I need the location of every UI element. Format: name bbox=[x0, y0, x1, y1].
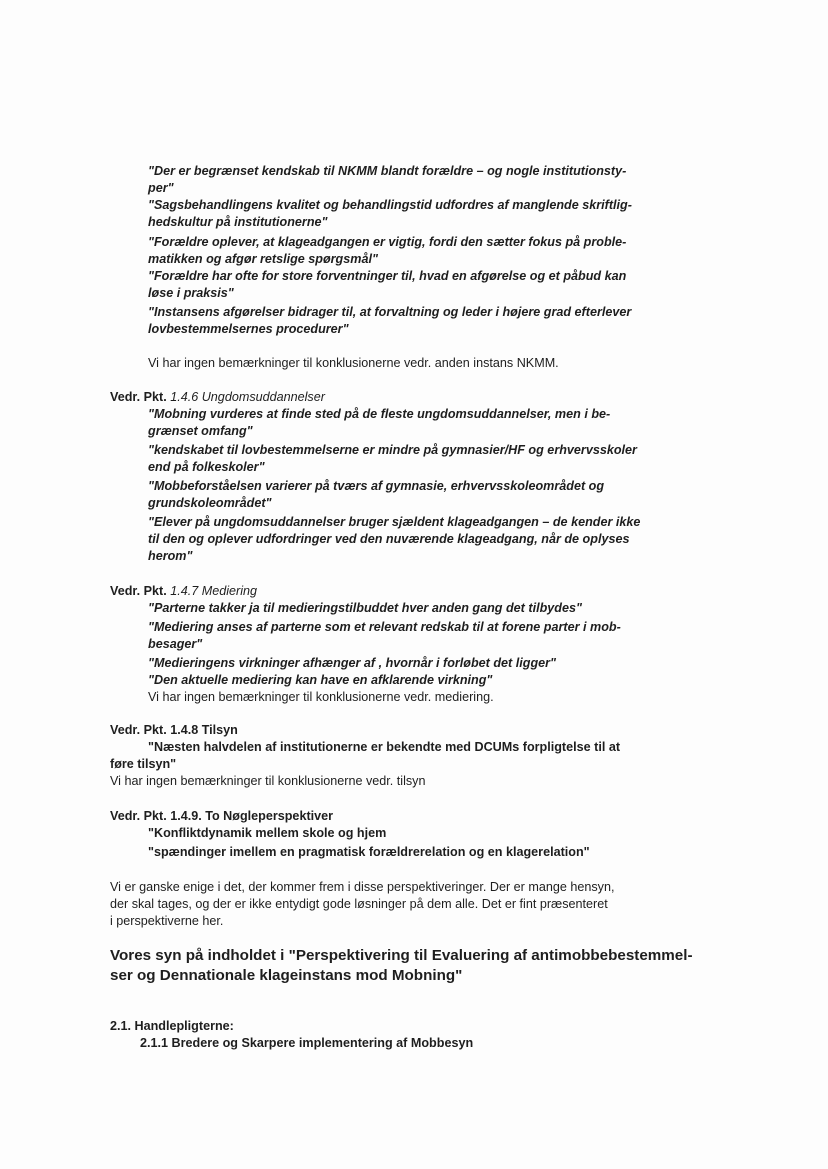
nkmm-remark: Vi har ingen bemærkninger til konklusionerne vedr. anden instans NKMM. bbox=[148, 356, 559, 370]
quote-line: "Mobbeforståelsen varierer på tværs af gymnasie, erhvervsskoleområdet og bbox=[148, 479, 605, 493]
handlepligter-heading: 2.1. Handlepligterne: bbox=[110, 1019, 234, 1033]
quote-line: per" bbox=[148, 181, 174, 195]
quote-line: føre tilsyn" bbox=[110, 757, 177, 771]
quote-line: "Konfliktdynamik mellem skole og hjem bbox=[148, 826, 387, 840]
quote-line: "Medieringens virkninger afhænger af , hvornår i forløbet det ligger" bbox=[148, 656, 557, 670]
quote-line: hedskultur på institutionerne" bbox=[148, 215, 328, 229]
section-title: 1.4.6 Ungdomsuddannelser bbox=[170, 390, 325, 404]
quote-line: "Mobning vurderes at finde sted på de fleste ungdomsuddannelser, men i be- bbox=[148, 407, 611, 421]
quote-line: "kendskabet til lovbestemmelserne er mindre på gymnasier/HF og erhvervsskoler bbox=[148, 443, 637, 457]
mediering-remark: Vi har ingen bemærkninger til konklusionerne vedr. mediering. bbox=[148, 690, 494, 704]
section-heading-146 bbox=[110, 389, 325, 406]
summary-line: i perspektiverne her. bbox=[110, 914, 224, 928]
quote-line: "Forældre oplever, at klageadgangen er vigtig, fordi den sætter fokus på proble- bbox=[148, 235, 627, 249]
quote-line: end på folkeskoler" bbox=[148, 460, 265, 474]
quote-line: "Parterne takker ja til medieringstilbuddet hver anden gang det tilbydes" bbox=[148, 601, 582, 615]
quote-line: herom" bbox=[148, 549, 193, 563]
section-title: 1.4.7 Mediering bbox=[170, 584, 258, 598]
summary-line: der skal tages, og der er ikke entydigt gode løsninger på dem alle. Det er fint præsenteret bbox=[110, 897, 608, 911]
quote-line: "Der er begrænset kendskab til NKMM blandt forældre – og nogle institutionsty- bbox=[148, 164, 627, 178]
quote-line: løse i praksis" bbox=[148, 286, 234, 300]
handlepligter-subheading: 2.1.1 Bredere og Skarpere implementering af Mobbesyn bbox=[140, 1036, 474, 1050]
tilsyn-remark: Vi har ingen bemærkninger til konklusionerne vedr. tilsyn bbox=[110, 774, 426, 788]
quote-line: lovbestemmelsernes procedurer" bbox=[148, 322, 349, 336]
quote-line: grundskoleområdet" bbox=[148, 496, 272, 510]
summary-line: Vi er ganske enige i det, der kommer frem i disse perspektiveringer. Der er mange hensyn, bbox=[110, 880, 615, 894]
section-title-line: Vores syn på indholdet i "Perspektivering til Evaluering af antimobbebestemmel- bbox=[110, 947, 693, 964]
quote-line: "Mediering anses af parterne som et relevant redskab til at forene parter i mob- bbox=[148, 620, 621, 634]
quote-line: matikken og afgør retslige spørgsmål" bbox=[148, 252, 378, 266]
quote-line: "Næsten halvdelen af institutionerne er bekendte med DCUMs forpligtelse til at bbox=[148, 740, 621, 754]
quote-line: "Elever på ungdomsuddannelser bruger sjældent klageadgangen – de kender ikke bbox=[148, 515, 641, 529]
section-heading-149: Vedr. Pkt. 1.4.9. To Nøgleperspektiver bbox=[110, 809, 334, 823]
quote-line: "Instansens afgørelser bidrager til, at forvaltning og leder i højere grad efterlever bbox=[148, 305, 632, 319]
section-label: Vedr. Pkt. bbox=[110, 390, 167, 404]
section-heading-148: Vedr. Pkt. 1.4.8 Tilsyn bbox=[110, 723, 238, 737]
quote-line: besager" bbox=[148, 637, 203, 651]
quote-line: "spændinger imellem en pragmatisk forældrerelation og en klagerelation" bbox=[148, 845, 590, 859]
section-label: Vedr. Pkt. bbox=[110, 584, 167, 598]
quote-line: til den og oplever udfordringer ved den nuværende klageadgang, når de oplyses bbox=[148, 532, 630, 546]
section-heading-147 bbox=[110, 583, 257, 600]
quote-line: "Den aktuelle mediering kan have en afklarende virkning" bbox=[148, 673, 493, 687]
section-title-line: ser og Dennationale klageinstans mod Mobning" bbox=[110, 967, 463, 984]
quote-line: "Forældre har ofte for store forventninger til, hvad en afgørelse og et påbud kan bbox=[148, 269, 627, 283]
quote-line: grænset omfang" bbox=[148, 424, 253, 438]
quote-line: "Sagsbehandlingens kvalitet og behandlingstid udfordres af manglende skriftlig- bbox=[148, 198, 632, 212]
